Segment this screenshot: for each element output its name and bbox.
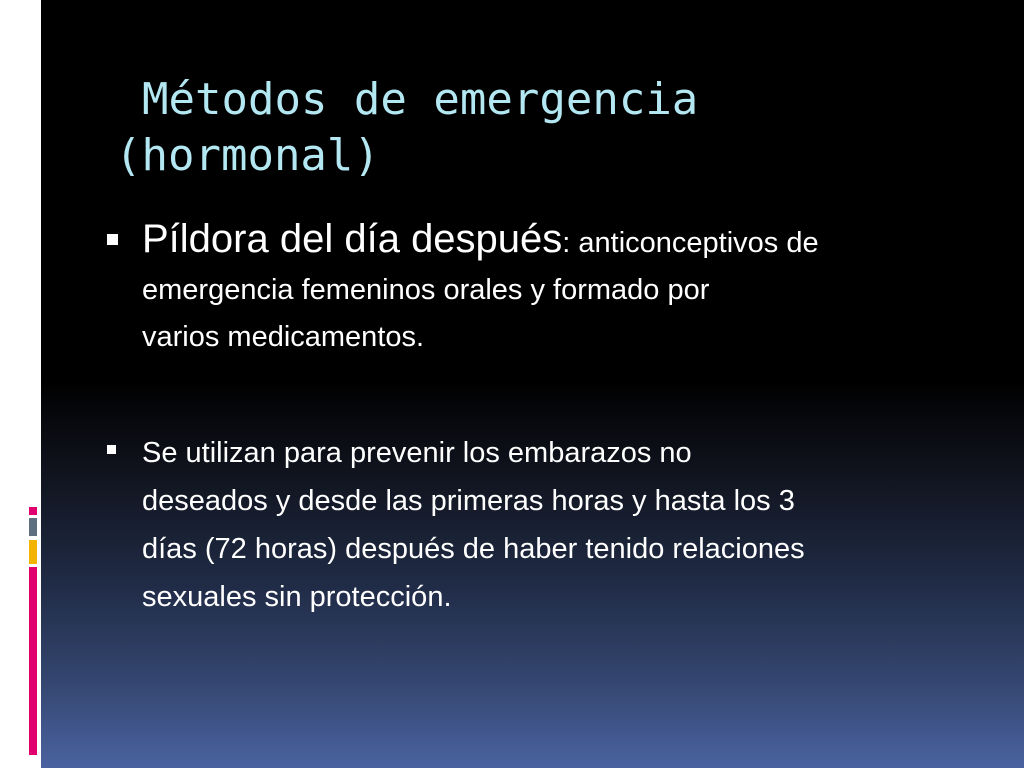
bullet-list <box>104 214 984 621</box>
bullet-line: Se utilizan para prevenir los embarazos no <box>142 437 692 469</box>
accent-bar-pink <box>29 567 37 755</box>
slide-title-line1: Métodos de emergencia <box>142 74 699 125</box>
accent-bar-pink-top <box>29 507 37 515</box>
bullet-line: emergencia femeninos orales y formado por <box>142 274 710 306</box>
bullet-line: deseados y desde las primeras horas y hasta los 3 <box>142 485 795 517</box>
bullet-line: días (72 horas) después de haber tenido relaciones <box>142 533 805 565</box>
bullet-rest-text: : anticonceptivos de <box>562 227 819 259</box>
square-bullet-icon <box>107 234 118 245</box>
slide-title-line2: (hormonal) <box>115 130 380 181</box>
bullet-line: sexuales sin protección. <box>142 581 452 613</box>
square-bullet-icon <box>107 445 116 454</box>
accent-bar-gray <box>29 518 37 536</box>
accent-bar-yellow <box>29 540 37 564</box>
bullet-lead-text: Píldora del día después <box>142 217 563 261</box>
bullet-line: varios medicamentos. <box>142 321 425 353</box>
bullet-item-pildora <box>104 214 984 361</box>
bullet-item-uso <box>104 429 984 621</box>
left-margin-strip <box>0 0 41 768</box>
slide-title <box>115 72 915 184</box>
